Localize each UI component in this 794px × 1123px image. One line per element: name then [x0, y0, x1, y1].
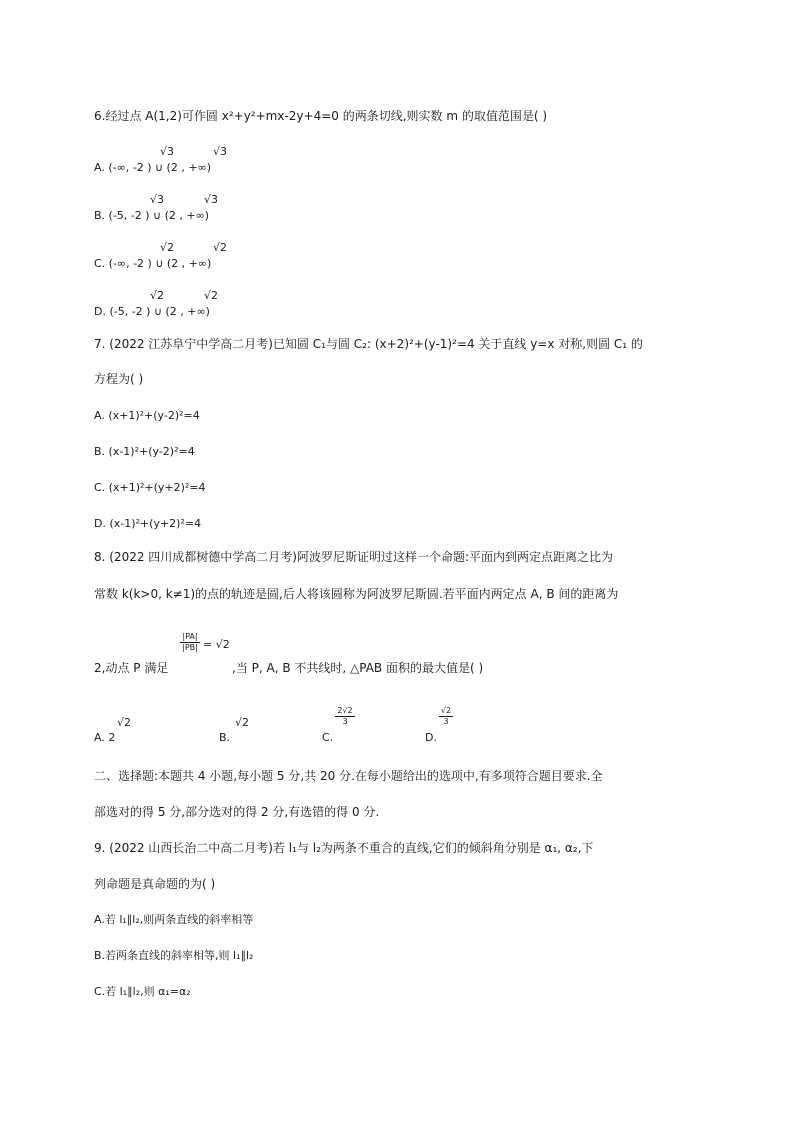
q8-stem-line-3-suffix: ,当 P, A, B 不共线时, △PAB 面积的最大值是( ) [232, 661, 484, 675]
q8-stem-line-1: 8. (2022 四川成都树德中学高二月考)阿波罗尼斯证明过这样一个命题:平面内到两定点距离之比为 [94, 550, 614, 564]
q9-option-c: C.若 l₁∥l₂,则 α₁=α₂ [94, 985, 191, 998]
q6-option-c-radical-2: √2 [213, 241, 228, 254]
q6-option-d-radical-1: √2 [150, 289, 165, 302]
q8-option-b: B. [219, 731, 231, 744]
q9-option-b: B.若两条直线的斜率相等,则 l₁∥l₂ [94, 949, 254, 962]
q8-option-d-denominator: 3 [443, 717, 449, 726]
q6-option-c-radical-1: √2 [160, 241, 175, 254]
q6-option-c: C. (-∞, -2 ) ∪ (2 , +∞) [94, 257, 212, 270]
q8-ratio-fraction [180, 632, 200, 653]
q6-option-a: A. (-∞, -2 ) ∪ (2 , +∞) [94, 161, 211, 174]
q6-option-b-radical-1: √3 [150, 193, 165, 206]
q8-option-a-radical: √2 [117, 716, 132, 729]
q7-stem-line-2: 方程为( ) [94, 372, 144, 386]
q8-option-b-radical: √2 [235, 716, 250, 729]
q6-stem: 6.经过点 A(1,2)可作圆 x²+y²+mx-2y+4=0 的两条切线,则实数 m 的取值范围是( ) [94, 109, 548, 123]
q9-stem-line-1: 9. (2022 山西长治二中高二月考)若 l₁与 l₂为两条不重合的直线,它们的倾斜角分别是 α₁, α₂,下 [94, 841, 594, 855]
q8-stem-line-2: 常数 k(k>0, k≠1)的点的轨迹是圆,后人将该圆称为阿波罗尼斯圆.若平面内两定点 A, B 间的距离为 [94, 587, 619, 601]
q8-option-d: D. [425, 731, 437, 744]
q6-option-b: B. (-5, -2 ) ∪ (2 , +∞) [94, 209, 210, 222]
q6-option-a-radical-1: √3 [160, 145, 175, 158]
q8-option-a: A. 2 [94, 731, 116, 744]
q6-option-d: D. (-5, -2 ) ∪ (2 , +∞) [94, 305, 210, 318]
q6-option-a-radical-2: √3 [213, 145, 228, 158]
section-2-instructions-line-1: 二、选择题:本题共 4 小题,每小题 5 分,共 20 分.在每小题给出的选项中,有多项符合题目要求.全 [94, 769, 603, 783]
q6-option-d-radical-2: √2 [204, 289, 219, 302]
q9-stem-line-2: 列命题是真命题的为( ) [94, 877, 216, 891]
q8-option-c: C. [322, 731, 334, 744]
q8-stem-line-3-prefix: 2,动点 P 满足 [94, 661, 169, 675]
q8-option-c-denominator: 3 [342, 717, 348, 726]
section-2-instructions-line-2: 部选对的得 5 分,部分选对的得 2 分,有选错的得 0 分. [94, 805, 380, 819]
q6-option-b-radical-2: √3 [204, 193, 219, 206]
q8-option-d-fraction [438, 706, 454, 727]
q7-option-c: C. (x+1)²+(y+2)²=4 [94, 481, 206, 494]
q8-option-c-numerator: 2√2 [337, 706, 353, 715]
q8-option-d-numerator: √2 [440, 706, 452, 715]
q7-option-a: A. (x+1)²+(y-2)²=4 [94, 409, 200, 422]
q8-ratio-value: = √2 [203, 638, 230, 651]
q8-ratio-numerator: |PA| [182, 632, 198, 641]
q8-ratio-denominator: |PB| [182, 643, 198, 652]
q9-option-a: A.若 l₁∥l₂,则两条直线的斜率相等 [94, 913, 254, 926]
q7-stem-line-1: 7. (2022 江苏阜宁中学高二月考)已知圆 C₁与圆 C₂: (x+2)²+(y-1)²=4 关于直线 y=x 对称,则圆 C₁ 的 [94, 337, 643, 351]
q8-option-c-fraction [334, 706, 356, 727]
q7-option-d: D. (x-1)²+(y+2)²=4 [94, 517, 202, 530]
q7-option-b: B. (x-1)²+(y-2)²=4 [94, 445, 195, 458]
